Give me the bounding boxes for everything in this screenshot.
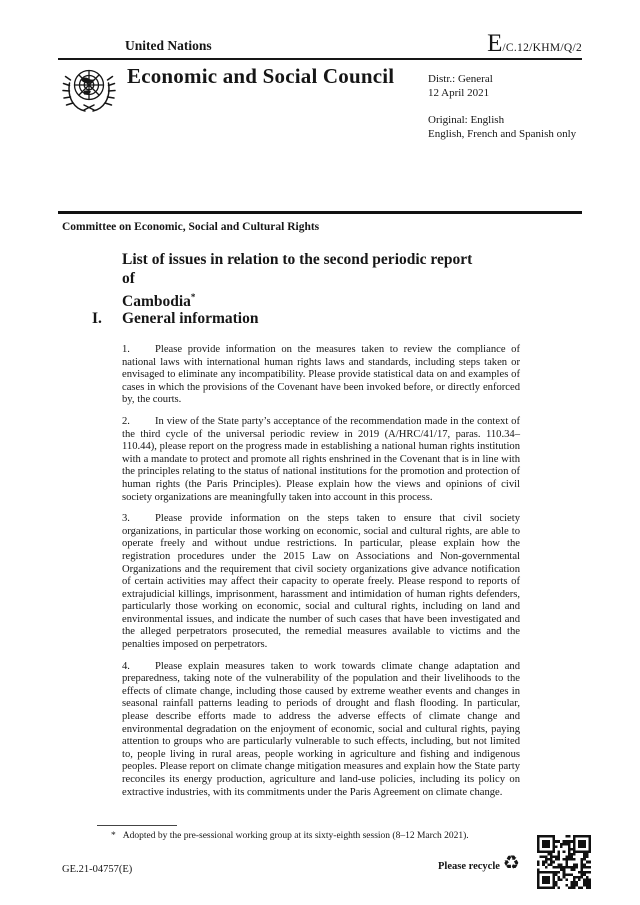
recycle-notice: [438, 852, 520, 876]
section-divider-rule: [58, 211, 582, 214]
header-rule: [58, 58, 582, 60]
footnote-text: Adopted by the pre-sessional working group at its sixty-eighth session (8–12 March 2021).: [122, 831, 469, 841]
footnote-rule: [97, 825, 177, 826]
paragraph-2: [122, 416, 520, 504]
section-heading-label: General information: [122, 310, 259, 327]
document-title-line2: Cambodia: [122, 293, 191, 311]
language-note: English, French and Spanish only: [428, 128, 577, 140]
distribution-line: Distr.: General: [428, 73, 493, 85]
paragraph-1: [122, 344, 520, 407]
qr-code: [532, 830, 596, 899]
paragraph-4-number: 4.: [122, 660, 130, 672]
recycle-icon: ♻: [502, 852, 520, 874]
paragraph-4-text: Please explain measures taken to work towards climate change adaptation and preparedness, taking note of the vulnerability of the population and their livelihoods to the effects of climate change, including those caused by extreme weather events and changes in seasonal rainfall patterns leading to periods of drought and flash flooding. In particular, please describe efforts made to address the adverse effects of climate change and environmental degradation on the enjoyment of economic, social and cultural rights, paying attention to groups who are particularly vulnerable to such effects, including, but not limited to, people living in rural areas, people working in agriculture and fishing and indigenous peoples. Please report on climate change mitigation measures and explain how the State party reconciles its energy production, agriculture and land-use policies, including its policy on extractive industries, with its commitments under the Paris Agreement on climate change.: [122, 660, 520, 798]
paragraph-3-text: Please provide information on the steps taken to ensure that civil society organizations, in particular those working on economic, social and cultural rights, are able to operate freely and without undue restrictions. In particular, please explain how the registration procedures under the 2015 Law on Associations and Non-governmental Organizations and the requirement that civil society organizations give advance notification of certain activities may affect their capacity to operate freely. Please respond to reports of extrajudicial killings, imprisonment, harassment and intimidation of human rights defenders, particularly those working on economic, social and cultural rights, including on land and environmental issues, and indicate the number of such cases that have been investigated and the alleged perpetrators prosecuted, the remedial measures available to victims and the penalties imposed on perpetrators.: [122, 513, 520, 651]
org-name: United Nations: [125, 38, 212, 53]
section-heading: [92, 310, 258, 328]
document-title: [122, 250, 482, 311]
un-emblem-icon: [60, 64, 118, 121]
distribution-block: [428, 72, 576, 141]
footnote: [97, 831, 527, 843]
paragraph-3: [122, 513, 520, 652]
paragraph-3-number: 3.: [122, 513, 130, 525]
paragraph-2-number: 2.: [122, 415, 130, 427]
section-numeral: I.: [92, 310, 102, 327]
committee-name: Committee on Economic, Social and Cultural Rights: [62, 221, 320, 233]
recycle-label: Please recycle: [438, 861, 500, 872]
document-reference: GE.21-04757(E): [62, 864, 133, 875]
title-footnote-marker: *: [190, 292, 196, 302]
document-title-line1: List of issues in relation to the second periodic report of: [122, 251, 473, 287]
paragraph-1-number: 1.: [122, 344, 130, 355]
document-symbol: [487, 30, 582, 58]
document-symbol-prefix: E: [487, 30, 503, 57]
paragraph-2-text: In view of the State party’s acceptance of the recommendation made in the context of the third cycle of the universal periodic review in 2019 (A/HRC/41/17, paras. 110.34–110.44), please report on the progress made in establishing a national human rights institution with a mandate to protect and promote all rights enshrined in the Covenant that is in line with the principles relating to the status of national institutions for the promotion and protection of human rights (the Paris Principles). Please explain how the views and opinions of civil society organizations are meaningfully taken into account in this process.: [122, 415, 520, 503]
footnote-marker: *: [111, 831, 116, 841]
document-date: 12 April 2021: [428, 87, 490, 99]
paragraph-1-text: Please provide information on the measures taken to review the compliance of national laws with international human rights laws and standards, including steps taken or envisaged to eliminate any incompatibility. Please provide statistical data on and examples of cases in which the provisions of the Covenant have been invoked before, or directly enforced by, the courts.: [122, 344, 520, 406]
paragraph-4: [122, 661, 520, 800]
original-language: Original: English: [428, 114, 505, 126]
document-symbol-suffix: /C.12/KHM/Q/2: [502, 42, 582, 54]
body-text: [122, 344, 520, 808]
council-title: Economic and Social Council: [127, 64, 395, 88]
